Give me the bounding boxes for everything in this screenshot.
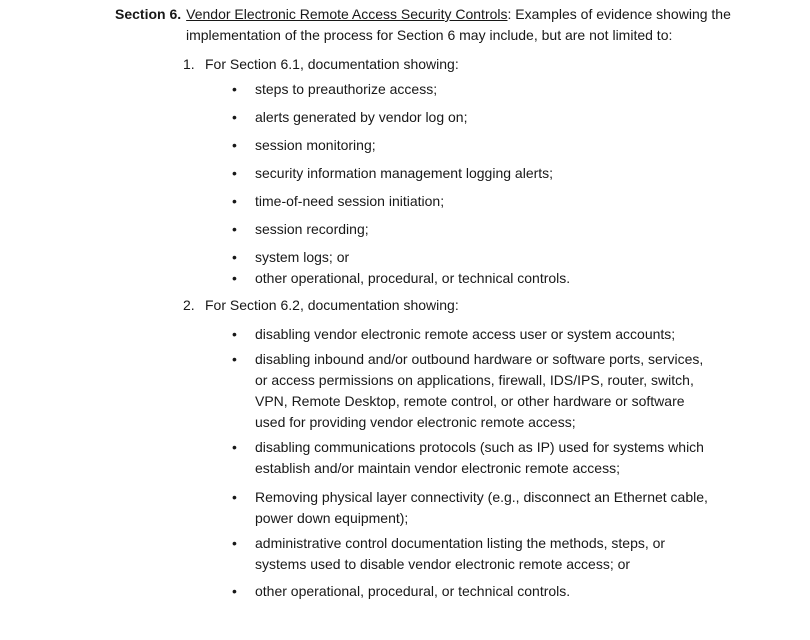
bullet-item <box>232 268 810 289</box>
bullet-text: disabling vendor electronic remote access user or system accounts; <box>255 326 676 342</box>
bullet-item <box>232 163 810 184</box>
bullet-text: disabling inbound and/or outbound hardware or software ports, services, or access permissions on applications, firewall, IDS/IPS, router, switch, VPN, Remote Desktop, remote control, or other hardware or software used for providing vendor electronic remote access; <box>255 351 704 430</box>
numbered-item-2 <box>115 295 810 602</box>
bullet-item <box>232 247 810 268</box>
bullet-text: Removing physical layer connectivity (e.g., disconnect an Ethernet cable, power down equipment); <box>255 489 708 526</box>
bullet-item <box>232 219 810 240</box>
section-title: Vendor Electronic Remote Access Security Controls <box>186 6 508 22</box>
section-label: Section 6. <box>115 6 182 22</box>
bullet-item <box>232 79 810 100</box>
bullet-marker: • <box>232 489 237 505</box>
bullet-marker: • <box>232 249 237 265</box>
bullet-text: security information management logging alerts; <box>255 165 554 181</box>
item-number: 1. <box>183 56 195 72</box>
section-heading <box>115 4 786 46</box>
bullet-item <box>232 533 810 575</box>
bullet-marker: • <box>232 439 237 455</box>
bullet-marker: • <box>232 351 237 367</box>
bullet-item <box>232 135 810 156</box>
bullet-text: time-of-need session initiation; <box>255 193 445 209</box>
bullet-marker: • <box>232 137 237 153</box>
bullet-text: other operational, procedural, or technical controls. <box>255 270 571 286</box>
bullet-text: steps to preauthorize access; <box>255 81 438 97</box>
bullet-marker: • <box>232 193 237 209</box>
bullet-item <box>232 324 810 345</box>
bullet-text: alerts generated by vendor log on; <box>255 109 468 125</box>
numbered-item-2-row <box>183 295 810 316</box>
bullet-text: other operational, procedural, or technical controls. <box>255 583 571 599</box>
bullet-text: session recording; <box>255 221 369 237</box>
bullet-item <box>232 349 810 433</box>
numbered-item-1 <box>115 54 810 289</box>
bullet-item <box>232 107 810 128</box>
item-intro: For Section 6.2, documentation showing: <box>205 297 459 313</box>
bullet-item <box>232 581 810 602</box>
bullet-marker: • <box>232 583 237 599</box>
bullet-marker: • <box>232 535 237 551</box>
section-heading-rest: : Examples of evidence showing the implementation of the process for Section 6 may include, but are not limited to: <box>186 6 731 43</box>
bullet-marker: • <box>232 109 237 125</box>
bullet-marker: • <box>232 270 237 286</box>
item-intro: For Section 6.1, documentation showing: <box>205 56 459 72</box>
bullet-marker: • <box>232 81 237 97</box>
bullet-item <box>232 487 810 529</box>
bullet-text: administrative control documentation listing the methods, steps, or systems used to disable vendor electronic remote access; or <box>255 535 666 572</box>
bullet-marker: • <box>232 221 237 237</box>
item-number: 2. <box>183 297 195 313</box>
bullet-marker: • <box>232 165 237 181</box>
bullet-marker: • <box>232 326 237 342</box>
bullet-text: disabling communications protocols (such as IP) used for systems which establish and/or maintain vendor electronic remote access; <box>255 439 704 476</box>
bullet-item <box>232 191 810 212</box>
bullet-text: system logs; or <box>255 249 350 265</box>
bullet-item <box>232 437 810 479</box>
numbered-item-1-row <box>183 54 810 75</box>
bullet-text: session monitoring; <box>255 137 376 153</box>
